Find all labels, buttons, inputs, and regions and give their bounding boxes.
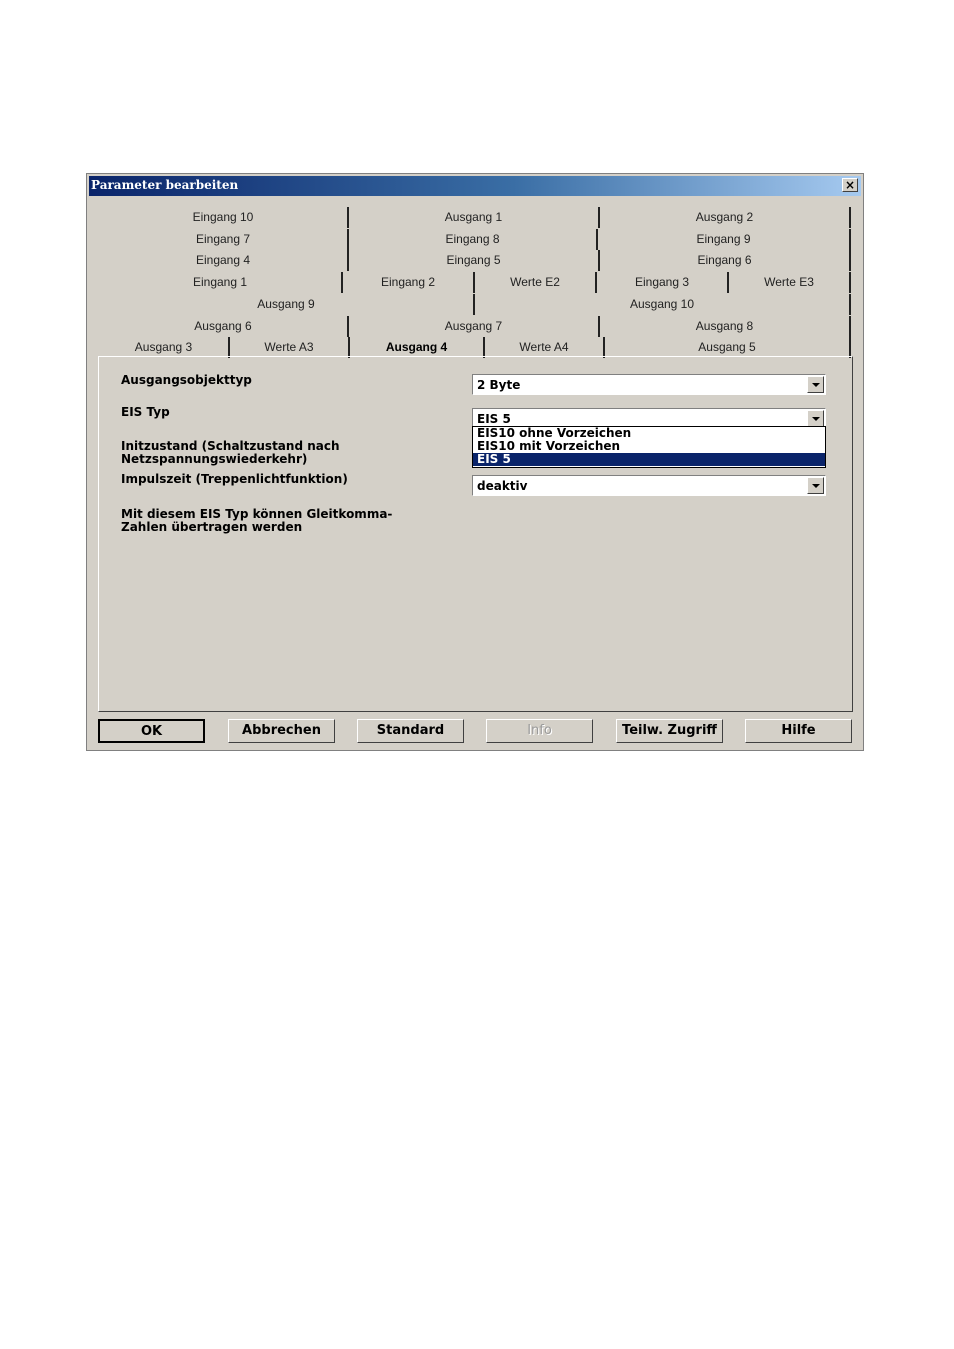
tab-ausgang-10[interactable]: Ausgang 10: [475, 294, 851, 315]
tab-eingang-3[interactable]: Eingang 3: [597, 272, 729, 293]
chevron-down-icon[interactable]: [807, 410, 824, 427]
tab-werte-a4[interactable]: Werte A4: [485, 337, 605, 358]
tab-eingang-10[interactable]: Eingang 10: [99, 207, 349, 228]
tab-ausgang-1[interactable]: Ausgang 1: [349, 207, 600, 228]
tab-ausgang-8[interactable]: Ausgang 8: [600, 316, 851, 337]
tab-row-6: [99, 316, 851, 337]
title-bar[interactable]: [89, 176, 861, 196]
tab-row-2: [99, 229, 851, 250]
tab-eingang-7[interactable]: Eingang 7: [99, 229, 349, 250]
impulszeit-value: deaktiv: [477, 479, 528, 493]
ausgangsobjekttyp-value: 2 Byte: [477, 378, 521, 392]
tab-ausgang-9[interactable]: Ausgang 9: [99, 294, 475, 315]
impulszeit-label: Impulszeit (Treppenlichtfunktion): [121, 472, 348, 486]
tab-eingang-1[interactable]: Eingang 1: [99, 272, 343, 293]
dropdown-option-selected[interactable]: EIS 5: [473, 453, 825, 466]
tab-eingang-2[interactable]: Eingang 2: [343, 272, 475, 293]
tab-row-5: [99, 294, 851, 315]
ausgangsobjekttyp-select[interactable]: [472, 374, 826, 395]
info-text: Mit diesem EIS Typ können Gleitkomma- Zahlen übertragen werden: [121, 507, 393, 534]
ausgangsobjekttyp-label: Ausgangsobjekttyp: [121, 373, 252, 387]
ok-button[interactable]: OK: [98, 719, 205, 743]
dropdown-option[interactable]: EIS10 mit Vorzeichen: [477, 439, 621, 453]
tab-row-1: [99, 207, 851, 228]
impulszeit-select[interactable]: [472, 475, 826, 496]
tab-werte-a3[interactable]: Werte A3: [230, 337, 350, 358]
partial-access-button[interactable]: Teilw. Zugriff: [616, 719, 723, 743]
eis-typ-label: EIS Typ: [121, 405, 170, 419]
tab-row-7: [99, 337, 851, 358]
tab-werte-e2[interactable]: Werte E2: [475, 272, 597, 293]
tab-eingang-4[interactable]: Eingang 4: [99, 250, 349, 271]
dropdown-option[interactable]: EIS10 ohne Vorzeichen: [477, 426, 632, 440]
tab-ausgang-6[interactable]: Ausgang 6: [99, 316, 349, 337]
cancel-button[interactable]: Abbrechen: [228, 719, 335, 743]
tab-ausgang-2[interactable]: Ausgang 2: [600, 207, 851, 228]
tab-eingang-6[interactable]: Eingang 6: [600, 250, 851, 271]
parameter-dialog: [86, 173, 864, 751]
tab-eingang-5[interactable]: Eingang 5: [349, 250, 600, 271]
standard-button[interactable]: Standard: [357, 719, 464, 743]
tab-row-3: [99, 250, 851, 271]
tab-ausgang-4[interactable]: Ausgang 4: [350, 337, 485, 358]
chevron-down-icon[interactable]: [807, 477, 824, 494]
eis-typ-value: EIS 5: [477, 412, 511, 426]
window-title: Parameter bearbeiten: [91, 178, 239, 192]
close-button[interactable]: ×: [842, 178, 858, 192]
initzustand-label: Initzustand (Schaltzustand nach Netzspannungswiederkehr): [121, 439, 340, 466]
tab-ausgang-5[interactable]: Ausgang 5: [605, 337, 851, 358]
chevron-down-icon[interactable]: [807, 376, 824, 393]
eis-typ-dropdown-list: [472, 426, 826, 468]
info-button[interactable]: Info: [486, 719, 593, 743]
tab-ausgang-3[interactable]: Ausgang 3: [99, 337, 230, 358]
tab-ausgang-7[interactable]: Ausgang 7: [349, 316, 600, 337]
tab-eingang-9[interactable]: Eingang 9: [598, 229, 851, 250]
tab-row-4: [99, 272, 851, 293]
help-button[interactable]: Hilfe: [745, 719, 852, 743]
tab-werte-e3[interactable]: Werte E3: [729, 272, 851, 293]
tab-eingang-8[interactable]: Eingang 8: [349, 229, 598, 250]
